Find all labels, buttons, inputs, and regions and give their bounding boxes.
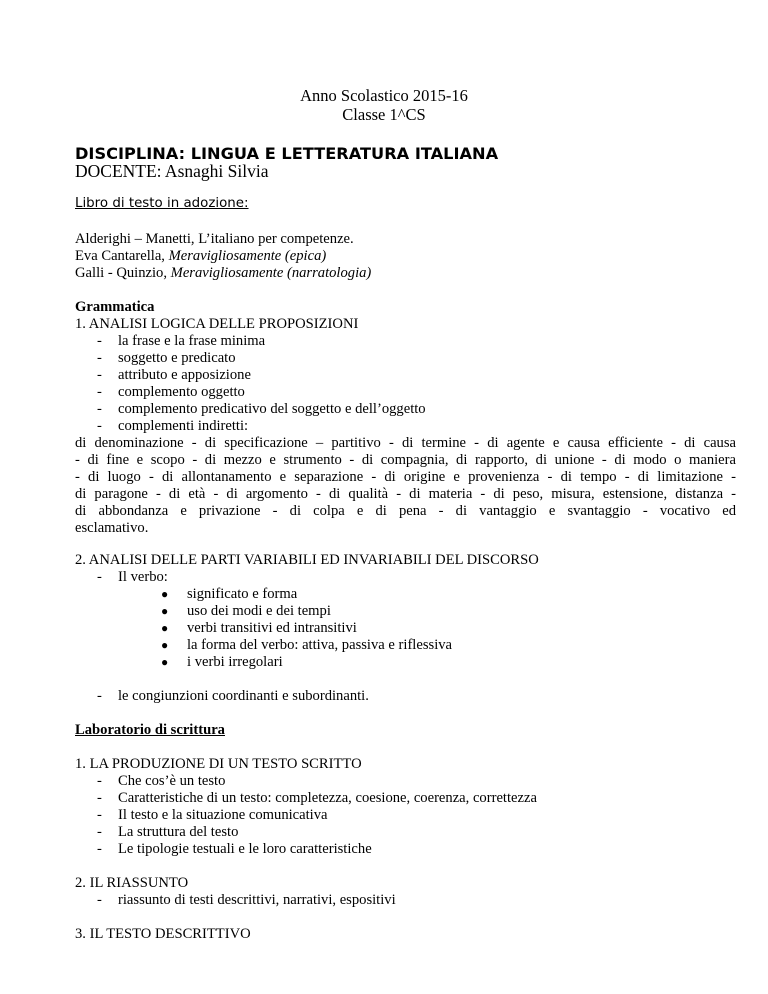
list-item: complemento predicativo del soggetto e dell’oggetto: [118, 401, 426, 417]
grammar-heading: Grammatica: [75, 299, 155, 315]
list-dash: -: [97, 688, 102, 704]
list-dash: -: [97, 333, 102, 349]
complements-line: di paragone - di età - di argomento - di qualità - di materia - di peso, misura, estensione, distanza -: [75, 486, 736, 502]
teacher-heading: DOCENTE: Asnaghi Silvia: [75, 161, 269, 181]
list-dash: -: [97, 824, 102, 840]
textbooks-heading: Libro di testo in adozione:: [75, 196, 249, 211]
bullet-icon: ●: [161, 587, 169, 601]
subject-heading: DISCIPLINA: LINGUA E LETTERATURA ITALIANA: [75, 144, 499, 163]
complements-line: di abbondanza e privazione - di colpa e di pena - di vantaggio e svantaggio - vocativo ed: [75, 503, 736, 519]
list-dash: -: [97, 569, 102, 585]
list-dash: -: [97, 841, 102, 857]
list-dash: -: [97, 790, 102, 806]
complements-line: - di luogo - di allontanamento e separazione - di origine e provenienza - di tempo - di limitazione -: [75, 469, 736, 485]
bullet-icon: ●: [161, 655, 169, 669]
bullet-item: verbi transitivi ed intransitivi: [187, 620, 357, 636]
bullet-item: la forma del verbo: attiva, passiva e riflessiva: [187, 637, 453, 653]
list-item: complemento oggetto: [118, 384, 245, 400]
bullet-item: significato e forma: [187, 586, 298, 602]
list-item: Il testo e la situazione comunicativa: [118, 807, 328, 823]
list-dash: -: [97, 384, 102, 400]
bullet-icon: ●: [161, 604, 169, 618]
list-dash: -: [97, 367, 102, 383]
list-dash: -: [97, 350, 102, 366]
list-item: soggetto e predicato: [118, 350, 236, 366]
list-item: attributo e apposizione: [118, 367, 251, 383]
grammar-section-2-title: 2. ANALISI DELLE PARTI VARIABILI ED INVARIABILI DEL DISCORSO: [75, 552, 539, 568]
bullet-item: i verbi irregolari: [187, 654, 283, 670]
bullet-icon: ●: [161, 621, 169, 635]
list-item: Caratteristiche di un testo: completezza, coesione, coerenza, correttezza: [118, 790, 537, 806]
verb-label: Il verbo:: [118, 569, 168, 585]
list-item: la frase e la frase minima: [118, 333, 266, 349]
list-dash: -: [97, 418, 102, 434]
list-dash: -: [97, 773, 102, 789]
complements-line: - di fine e scopo - di mezzo e strumento - di compagnia, di rapporto, di unione - di modo o maniera: [75, 452, 736, 468]
class-label: Classe 1^CS: [342, 105, 426, 124]
grammar-section-1-title: 1. ANALISI LOGICA DELLE PROPOSIZIONI: [75, 316, 359, 332]
writing-section-3-title: 3. IL TESTO DESCRITTIVO: [75, 926, 251, 942]
list-item: le congiunzioni coordinanti e subordinanti.: [118, 688, 369, 704]
writing-section-2-title: 2. IL RIASSUNTO: [75, 875, 189, 891]
bullet-item: uso dei modi e dei tempi: [187, 603, 331, 619]
bullet-icon: ●: [161, 638, 169, 652]
writing-lab-heading: Laboratorio di scrittura: [75, 722, 225, 738]
list-dash: -: [97, 807, 102, 823]
textbook-1: Alderighi – Manetti, L’italiano per competenze.: [75, 231, 354, 247]
list-dash: -: [97, 892, 102, 908]
list-dash: -: [97, 401, 102, 417]
school-year: Anno Scolastico 2015-16: [300, 86, 468, 105]
list-item: Le tipologie testuali e le loro caratteristiche: [118, 841, 372, 857]
complements-line: di denominazione - di specificazione – partitivo - di termine - di agente e causa efficiente - di causa: [75, 435, 736, 451]
textbook-2: Eva Cantarella, Meravigliosamente (epica): [75, 248, 327, 264]
list-item: riassunto di testi descrittivi, narrativi, espositivi: [118, 892, 396, 908]
writing-section-1-title: 1. LA PRODUZIONE DI UN TESTO SCRITTO: [75, 756, 362, 772]
textbook-3: Galli - Quinzio, Meravigliosamente (narratologia): [75, 265, 372, 281]
list-item: La struttura del testo: [118, 824, 239, 840]
complements-line: esclamativo.: [75, 520, 149, 536]
list-item: Che cos’è un testo: [118, 773, 226, 789]
list-item: complementi indiretti:: [118, 418, 249, 434]
